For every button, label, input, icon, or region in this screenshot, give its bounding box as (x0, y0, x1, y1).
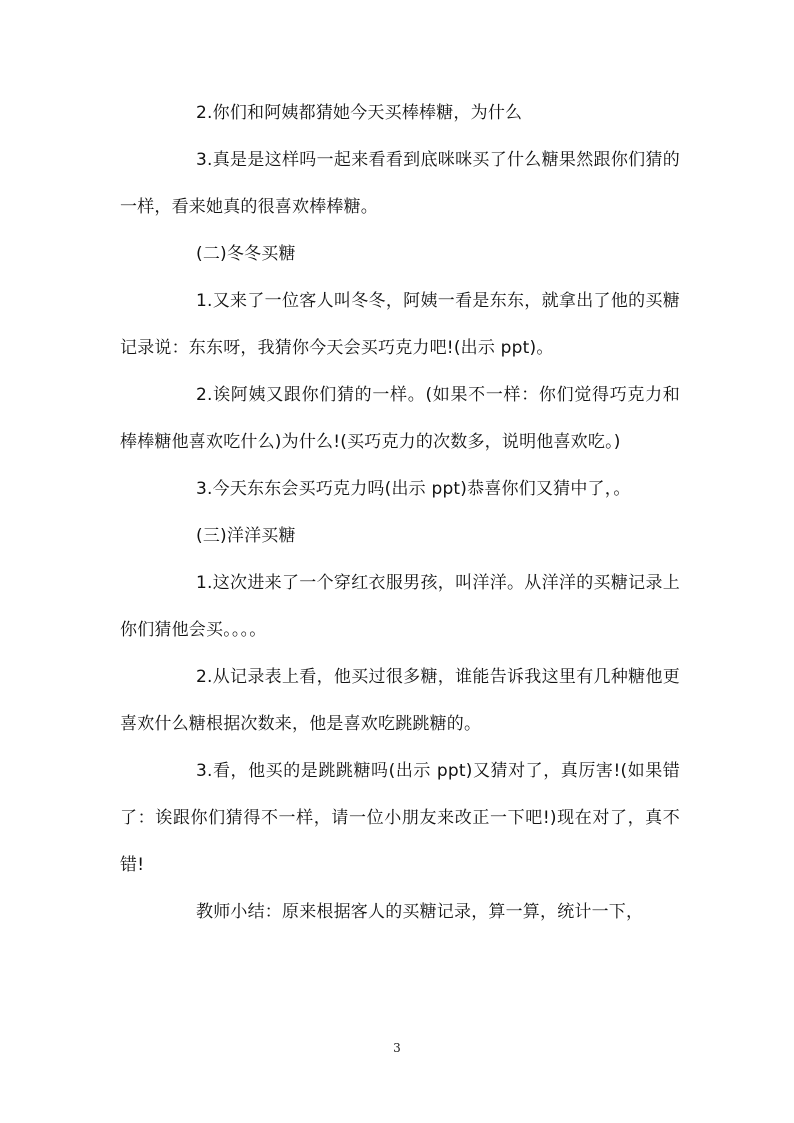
paragraph-4: 2.诶阿姨又跟你们猜的一样。(如果不一样：你们觉得巧克力和棒棒糖他喜欢吃什么)为什么!(买巧克力的次数多，说明他喜欢吃。) (120, 385, 680, 452)
paragraph-5: 3.今天东东会买巧克力吗(出示 ppt)恭喜你们又猜中了，。 (196, 479, 631, 499)
paragraph-3: 1.又来了一位客人叫冬冬，阿姨一看是东东，就拿出了他的买糖记录说：东东呀，我猜你今天会买巧克力吧!(出示 ppt)。 (120, 291, 680, 358)
section-heading-dongdong: (二)冬冬买糖 (196, 244, 296, 264)
paragraph-1: 2.你们和阿姨都猜她今天买棒棒糖，为什么 (196, 103, 523, 123)
document-body (120, 90, 680, 936)
section-heading-yangyang: (三)洋洋买糖 (196, 526, 296, 546)
teacher-summary: 教师小结：原来根据客人的买糖记录，算一算，统计一下， (196, 902, 644, 922)
paragraph-7: 2.从记录表上看，他买过很多糖，谁能告诉我这里有几种糖他更喜欢什么糖根据次数来，他是喜欢吃跳跳糖的。 (120, 667, 680, 734)
paragraph-8: 3.看，他买的是跳跳糖吗(出示 ppt)又猜对了，真厉害!(如果错了：诶跟你们猜得不一样，请一位小朋友来改正一下吧!)现在对了，真不错! (120, 761, 680, 875)
paragraph-6: 1.这次进来了一个穿红衣服男孩，叫洋洋。从洋洋的买糖记录上你们猜他会买。。。。 (120, 573, 680, 640)
page-number: 3 (393, 1041, 401, 1055)
paragraph-2: 3.真是是这样吗一起来看看到底咪咪买了什么糖果然跟你们猜的一样，看来她真的很喜欢棒棒糖。 (120, 150, 680, 217)
